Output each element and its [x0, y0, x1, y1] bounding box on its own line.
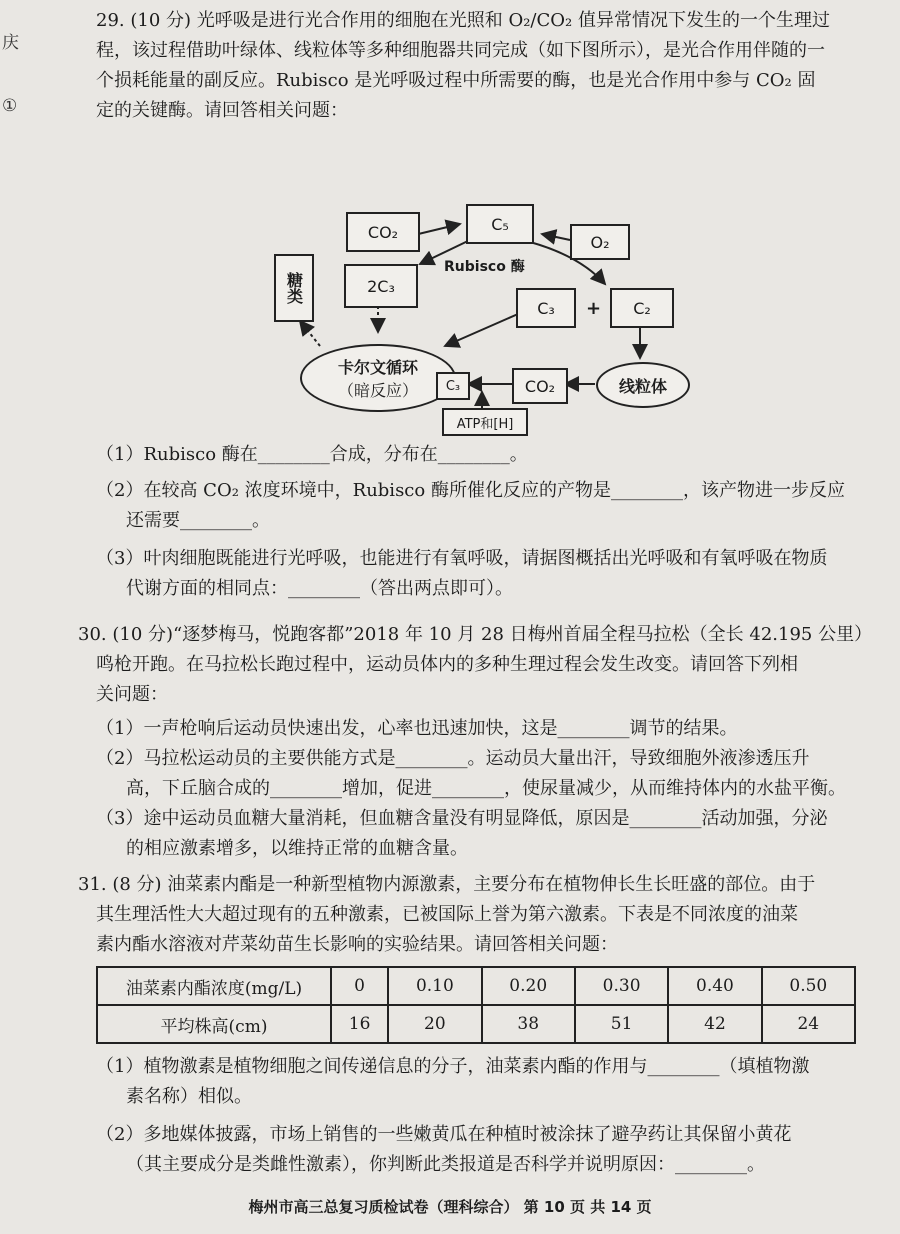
table-cell: 0.30 [575, 967, 668, 1005]
c3-small-box: C₃ [436, 372, 470, 400]
dark-reaction-label: （暗反应） [337, 381, 418, 400]
c5-box: C₅ [466, 204, 534, 244]
co2-box: CO₂ [346, 212, 420, 252]
q30-sub1: （1）一声枪响后运动员快速出发，心率也迅速加快，这是________调节的结果。 [96, 718, 738, 739]
o2-box: O₂ [570, 224, 630, 260]
q29-sub3: （3）叶肉细胞既能进行光呼吸，也能进行有氧呼吸，请据图概括出光呼吸和有氧呼吸在物质 [96, 548, 828, 569]
table-cell: 20 [388, 1005, 481, 1043]
mitochondria-oval: 线粒体 [596, 362, 690, 408]
calvin-label: 卡尔文循环 [337, 358, 418, 377]
q30-line: 关问题： [96, 684, 168, 705]
table-row [97, 967, 855, 1005]
table-cell: 0.20 [482, 967, 575, 1005]
q30-sub2: （2）马拉松运动员的主要供能方式是________。运动员大量出汗，导致细胞外液渗透压升 [96, 748, 810, 769]
q30-sub3-cont: 的相应激素增多，以维持正常的血糖含量。 [126, 838, 468, 859]
table-cell: 16 [331, 1005, 388, 1043]
table-cell: 0.40 [668, 967, 761, 1005]
table-cell: 38 [482, 1005, 575, 1043]
sugar-box: 糖类 [274, 254, 314, 322]
q29-line: 个损耗能量的副反应。Rubisco 是光呼吸过程中所需要的酶，也是光合作用中参与 CO₂ 固 [96, 70, 816, 91]
atp-box: ATP和[H] [442, 408, 528, 436]
co2-bottom-box: CO₂ [512, 368, 568, 404]
table-cell: 0 [331, 967, 388, 1005]
q31-subquestions [96, 1052, 886, 1180]
q31-line: 31. (8 分) 油菜素内酯是一种新型植物内源激素，主要分布在植物伸长生长旺盛的部位。由于 [78, 874, 816, 895]
table-cell: 0.50 [762, 967, 855, 1005]
q29-line: 定的关键酶。请回答相关问题： [96, 100, 348, 121]
margin-mark: 庆 [2, 33, 19, 53]
q31-sub2-cont: （其主要成分是类雌性激素），你判断此类报道是否科学并说明原因：________。 [126, 1154, 765, 1175]
question-30 [78, 620, 886, 864]
q29-sub2-cont: 还需要________。 [126, 510, 270, 531]
rubisco-label: Rubisco 酶 [444, 259, 525, 275]
q29-sub1: （1）Rubisco 酶在________合成，分布在________。 [96, 444, 528, 465]
q30-line: 30. (10 分)“逐梦梅马，悦跑客都”2018 年 10 月 28 日梅州首届全程马拉松（全长 42.195 公里） [78, 624, 873, 645]
q29-line: 程，该过程借助叶绿体、线粒体等多种细胞器共同完成（如下图所示），是光合作用伴随的一 [96, 40, 825, 61]
q30-sub3: （3）途中运动员血糖大量消耗，但血糖含量没有明显降低，原因是________活动加强，分泌 [96, 808, 828, 829]
q31-sub1-cont: 素名称）相似。 [126, 1086, 252, 1107]
q31-sub1: （1）植物激素是植物细胞之间传递信息的分子，油菜素内酯的作用与________（填植物激 [96, 1056, 810, 1077]
q30-sub2-cont: 高，下丘脑合成的________增加，促进________，使尿量减少，从而维持体内的水盐平衡。 [126, 778, 846, 799]
q29-line: 29. (10 分) 光呼吸是进行光合作用的细胞在光照和 O₂/CO₂ 值异常情况下发生的一个生理过 [96, 10, 830, 31]
c2-box: C₂ [610, 288, 674, 328]
q31-line: 素内酯水溶液对芹菜幼苗生长影响的实验结果。请回答相关问题： [96, 934, 618, 955]
q29-sub3-cont: 代谢方面的相同点：________（答出两点即可）。 [126, 578, 513, 599]
page-footer: 梅州市高三总复习质检试卷（理科综合） 第 10 页 共 14 页 [248, 1198, 652, 1216]
q31-line: 其生理活性大大超过现有的五种激素，已被国际上誉为第六激素。下表是不同浓度的油菜 [96, 904, 798, 925]
2c3-box: 2C₃ [344, 264, 418, 308]
q31-sub2: （2）多地媒体披露，市场上销售的一些嫩黄瓜在种植时被涂抹了避孕药让其保留小黄花 [96, 1124, 792, 1145]
table-cell: 24 [762, 1005, 855, 1043]
question-31 [78, 870, 886, 960]
table-header-cell: 油菜素内酯浓度(mg/L) [97, 967, 331, 1005]
question-29 [96, 6, 886, 126]
results-table [96, 966, 856, 1044]
photorespiration-diagram [260, 196, 700, 436]
c3-box: C₃ [516, 288, 576, 328]
table-cell: 0.10 [388, 967, 481, 1005]
table-row [97, 1005, 855, 1043]
table-cell: 42 [668, 1005, 761, 1043]
q30-line: 鸣枪开跑。在马拉松长跑过程中，运动员体内的多种生理过程会发生改变。请回答下列相 [96, 654, 798, 675]
margin-mark: ① [2, 96, 18, 116]
calvin-cycle-oval [300, 344, 456, 412]
plus-sign: + [586, 298, 602, 319]
table-cell: 51 [575, 1005, 668, 1043]
q29-sub2: （2）在较高 CO₂ 浓度环境中，Rubisco 酶所催化反应的产物是________，该产物进一步反应 [96, 480, 845, 501]
q29-subquestions [96, 440, 886, 604]
table-header-cell: 平均株高(cm) [97, 1005, 331, 1043]
